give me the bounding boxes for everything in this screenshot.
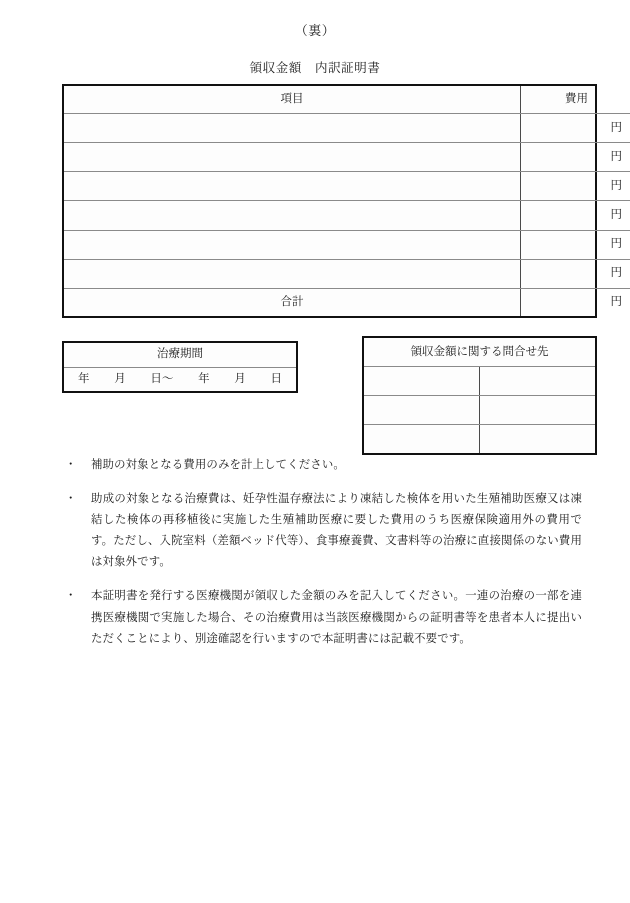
table-row xyxy=(64,259,630,288)
table-row xyxy=(64,114,630,143)
bullet-glyph-icon: ・ xyxy=(65,459,77,471)
note-item-1 xyxy=(62,455,582,476)
cost-input-cell-6[interactable]: 円 xyxy=(521,259,630,288)
contact-label-cell-3[interactable] xyxy=(364,424,480,453)
table-row xyxy=(364,424,595,453)
start-year-label: 年 xyxy=(78,372,90,385)
table-row xyxy=(64,172,630,201)
breakdown-table xyxy=(62,84,622,318)
contact-value-cell-2[interactable] xyxy=(480,395,596,424)
item-input-cell-4[interactable] xyxy=(64,201,521,230)
contact-info-box xyxy=(362,336,597,455)
column-header-cost: 費用 xyxy=(521,86,630,114)
treatment-period-header: 治療期間 xyxy=(64,343,296,367)
item-input-cell-1[interactable] xyxy=(64,114,521,143)
treatment-period-value-row xyxy=(64,367,296,391)
contact-header-row xyxy=(364,338,595,366)
contact-value-cell-1[interactable] xyxy=(480,366,596,395)
total-cost-cell[interactable]: 円 xyxy=(521,288,630,316)
page-side-mark: （裏） xyxy=(294,23,336,38)
note-item-2 xyxy=(62,489,582,573)
end-year-label: 年 xyxy=(198,372,210,385)
treatment-period-fields-cell[interactable] xyxy=(64,367,296,391)
treatment-period-box xyxy=(62,341,298,393)
cost-input-cell-4[interactable]: 円 xyxy=(521,201,630,230)
table-header-row xyxy=(64,86,630,114)
table-row xyxy=(64,230,630,259)
contact-label-cell-2[interactable] xyxy=(364,395,480,424)
item-input-cell-3[interactable] xyxy=(64,172,521,201)
treatment-period-header-row xyxy=(64,343,296,367)
item-input-cell-6[interactable] xyxy=(64,259,521,288)
end-month-label: 月 xyxy=(234,372,246,385)
note-text-2: 助成の対象となる治療費は、妊孕性温存療法により凍結した検体を用いた生殖補助医療又は凍結した検体の再移植後に実施した生殖補助医療に要した費用のうち医療保険適用外の費用です。ただし、入院室料（差額ベッド代等）、食事療養費、文書料等の治療に直接関係のない費用は対象外です。 xyxy=(91,493,582,569)
note-text-3: 本証明書を発行する医療機関が領収した金額のみを記入してください。一連の治療の一部を連携医療機関で実施した場合、その治療費用は当該医療機関からの証明書等を患者本人に提出いただくことにより、別途確認を行いますので本証明書には記載不要です。 xyxy=(91,590,582,645)
table-row xyxy=(64,201,630,230)
table-total-row xyxy=(64,288,630,316)
bullet-glyph-icon: ・ xyxy=(65,590,77,603)
end-day-label: 日 xyxy=(270,372,282,385)
table-row xyxy=(64,143,630,172)
item-input-cell-5[interactable] xyxy=(64,230,521,259)
cost-input-cell-2[interactable]: 円 xyxy=(521,143,630,172)
contact-box-header: 領収金額に関する問合せ先 xyxy=(364,338,595,366)
cost-input-cell-1[interactable]: 円 xyxy=(521,114,630,143)
table-row xyxy=(364,395,595,424)
cost-input-cell-5[interactable]: 円 xyxy=(521,230,630,259)
note-text-1: 補助の対象となる費用のみを計上してください。 xyxy=(91,459,345,471)
column-header-item: 項目 xyxy=(64,86,521,114)
total-label: 合計 xyxy=(64,288,521,316)
notes-section xyxy=(62,455,582,663)
table-row xyxy=(364,366,595,395)
item-input-cell-2[interactable] xyxy=(64,143,521,172)
bullet-glyph-icon: ・ xyxy=(65,493,77,506)
cost-input-cell-3[interactable]: 円 xyxy=(521,172,630,201)
note-item-3 xyxy=(62,586,582,649)
start-month-label: 月 xyxy=(114,372,126,385)
page-title: 領収金額 内訳証明書 xyxy=(249,61,381,75)
contact-label-cell-1[interactable] xyxy=(364,366,480,395)
contact-value-cell-3[interactable] xyxy=(480,424,596,453)
start-day-range-label: 日～ xyxy=(150,372,174,385)
